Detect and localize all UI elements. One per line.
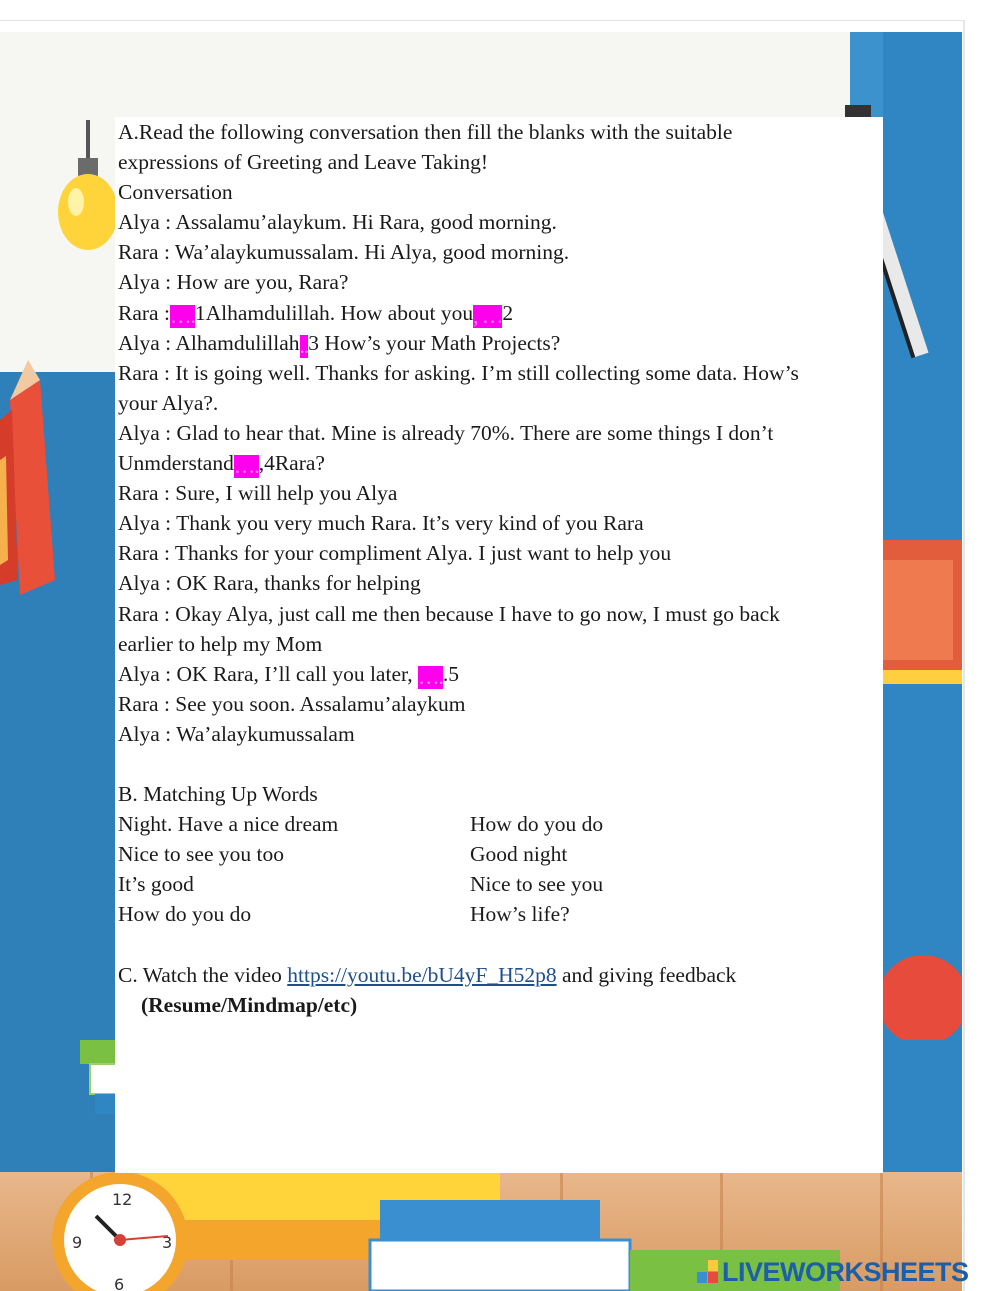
- dialogue-line: Rara : See you soon. Assalamu’alaykum: [118, 691, 466, 716]
- matching-left-item[interactable]: Night. Have a nice dream: [118, 812, 339, 837]
- liveworksheets-watermark: [697, 1255, 969, 1289]
- section-b-title: B. Matching Up Words: [118, 782, 318, 807]
- dialogue-text: 1Alhamdulillah. How about you: [194, 300, 474, 325]
- dialogue-text: 2: [502, 300, 514, 325]
- matching-left-item[interactable]: How do you do: [118, 902, 252, 927]
- blank-input-4[interactable]: ….: [233, 454, 259, 479]
- worksheet-page: [115, 117, 883, 1173]
- dialogue-line: [118, 298, 878, 328]
- section-c-suffix: and giving feedback: [556, 962, 737, 987]
- section-c-line: [118, 960, 878, 990]
- section-a-instruction-cont: expressions of Greeting and Leave Taking!: [118, 150, 489, 175]
- dialogue-line: earlier to help my Mom: [118, 631, 323, 656]
- right-divider: [963, 20, 965, 1291]
- top-divider: [0, 20, 965, 21]
- liveworksheets-wordmark: LIVEWORKSHEETS: [722, 1256, 969, 1287]
- dialogue-line: your Alya?.: [118, 390, 219, 415]
- pencils-icon: [0, 360, 115, 600]
- matching-row: [118, 839, 878, 869]
- matching-row: [118, 809, 878, 839]
- dialogue-line: [118, 448, 878, 478]
- section-a-instruction: A.Read the following conversation then fill the blanks with the suitable: [118, 120, 733, 144]
- matching-row: [118, 899, 878, 929]
- dialogue-text: 3 How’s your Math Projects?: [308, 330, 561, 355]
- svg-text:6: 6: [114, 1275, 125, 1291]
- dialogue-text: .5: [442, 661, 460, 686]
- dialogue-line: [118, 328, 878, 358]
- matching-row: [118, 869, 878, 899]
- blank-input-1[interactable]: ….: [169, 303, 195, 328]
- matching-right-item[interactable]: How’s life?: [470, 902, 570, 927]
- dialogue-line: Alya : OK Rara, thanks for helping: [118, 571, 421, 596]
- worksheet-text: [118, 117, 878, 1020]
- matching-left-item[interactable]: It’s good: [118, 872, 194, 897]
- dialogue-line: Alya : Wa’alaykumussalam: [118, 721, 355, 746]
- dialogue-line: Alya : Thank you very much Rara. It’s very kind of you Rara: [118, 511, 644, 536]
- section-c-note: (Resume/Mindmap/etc): [141, 992, 358, 1017]
- dialogue-line: Rara : Wa’alaykumussalam. Hi Alya, good morning.: [118, 240, 570, 265]
- dialogue-line: Rara : Thanks for your compliment Alya. I just want to help you: [118, 541, 672, 566]
- svg-text:12: 12: [112, 1190, 133, 1209]
- matching-right-item[interactable]: How do you do: [470, 812, 604, 837]
- matching-right-item[interactable]: Good night: [470, 842, 568, 867]
- dialogue-line: Alya : Assalamu’alaykum. Hi Rara, good morning.: [118, 210, 557, 235]
- dialogue-line: Alya : Glad to hear that. Mine is already 70%. There are some things I don’t: [118, 420, 774, 445]
- section-c-prefix: C. Watch the video: [118, 962, 288, 987]
- dialogue-text: Alya : Alhamdulillah: [118, 330, 300, 355]
- matching-right-item[interactable]: Nice to see you: [470, 872, 604, 897]
- dialogue-line: Rara : It is going well. Thanks for asking. I’m still collecting some data. How’s: [118, 360, 799, 385]
- conversation-label: Conversation: [118, 180, 233, 205]
- alarm-clock-icon: [50, 1160, 200, 1291]
- dialogue-text: Alya : OK Rara, I’ll call you later,: [118, 661, 419, 686]
- dialogue-text: ,4Rara?: [258, 451, 325, 476]
- dialogue-line: Alya : How are you, Rara?: [118, 270, 349, 295]
- blank-input-5[interactable]: ….: [418, 664, 443, 689]
- svg-text:3: 3: [162, 1233, 173, 1252]
- dialogue-line: Rara : Sure, I will help you Alya: [118, 481, 398, 506]
- video-link[interactable]: https://youtu.be/bU4yF_H52p8: [287, 962, 557, 987]
- blank-input-2[interactable]: , …: [473, 303, 503, 328]
- dialogue-line: Rara : Okay Alya, just call me then because I have to go now, I must go back: [118, 601, 780, 626]
- dialogue-text: Unmderstand: [118, 451, 234, 476]
- matching-left-item[interactable]: Nice to see you too: [118, 842, 284, 867]
- blank-input-3[interactable]: ..: [299, 333, 309, 358]
- svg-text:9: 9: [72, 1233, 83, 1252]
- dialogue-text: Rara :: [118, 300, 170, 325]
- liveworksheets-logo-icon: [697, 1260, 719, 1284]
- light-bulb-icon: [56, 120, 120, 260]
- dialogue-line: [118, 659, 878, 689]
- books-stack-right-icon: [883, 520, 962, 1140]
